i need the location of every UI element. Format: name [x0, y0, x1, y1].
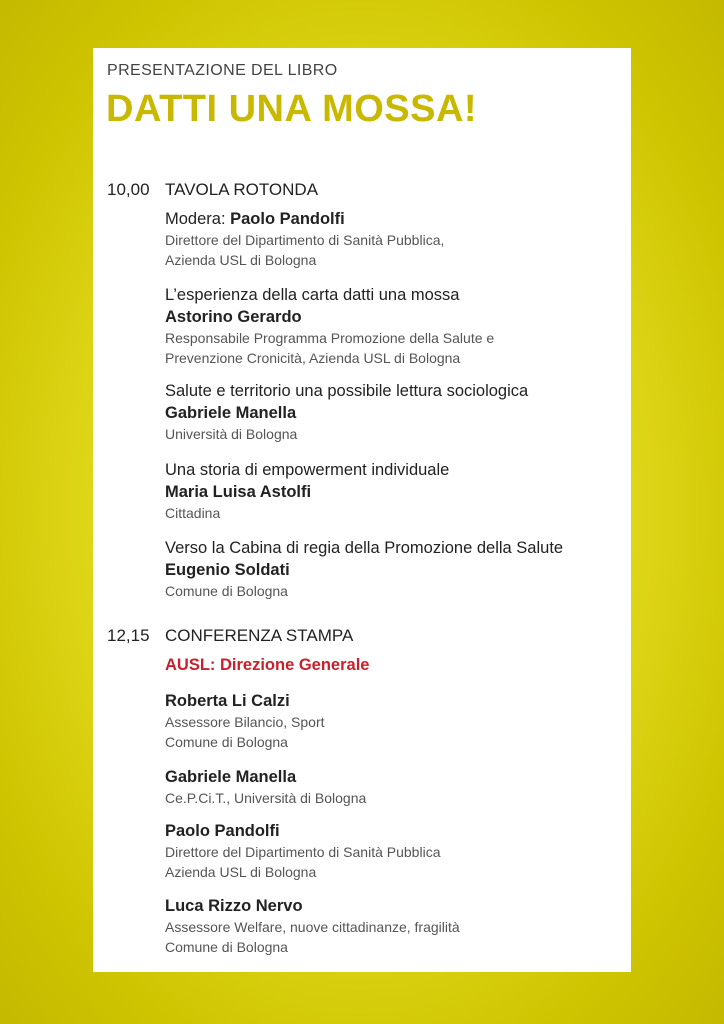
section-label: CONFERENZA STAMPA [165, 626, 354, 645]
speaker-affiliation: Ce.P.Ci.T., Università di Bologna [165, 790, 367, 806]
section-label: TAVOLA ROTONDA [165, 180, 319, 199]
moderator-name: Paolo Pandolfi [230, 210, 345, 228]
speaker-name: Luca Rizzo Nervo [165, 897, 303, 915]
speaker-affiliation: Direttore del Dipartimento di Sanità Pubblica [165, 844, 441, 860]
talk-affiliation: Comune di Bologna [165, 583, 288, 599]
speaker-name: Roberta Li Calzi [165, 692, 290, 710]
talk-speaker: Eugenio Soldati [165, 561, 290, 579]
talk-affiliation: Responsabile Programma Promozione della Salute e [165, 330, 495, 346]
highlight-label: AUSL: Direzione Generale [165, 656, 370, 674]
talk-speaker: Gabriele Manella [165, 404, 297, 422]
moderator-affiliation: Azienda USL di Bologna [165, 252, 317, 268]
talk-topic: Una storia di empowerment individuale [165, 461, 450, 479]
talk-topic: Verso la Cabina di regia della Promozione della Salute [165, 539, 564, 557]
speaker-affiliation: Comune di Bologna [165, 939, 288, 955]
flyer-card [93, 48, 631, 972]
speaker-affiliation: Assessore Welfare, nuove cittadinanze, fragilità [165, 919, 460, 935]
talk-affiliation: Università di Bologna [165, 426, 298, 442]
talk-topic: L’esperienza della carta datti una mossa [165, 286, 460, 304]
section-time: 12,15 [107, 626, 150, 645]
speaker-item [165, 895, 635, 957]
speaker-affiliation: Azienda USL di Bologna [165, 864, 317, 880]
subtitle: PRESENTAZIONE DEL LIBRO [107, 62, 338, 79]
talk-speaker: Astorino Gerardo [165, 308, 302, 326]
speaker-name: Gabriele Manella [165, 768, 297, 786]
talk-topic: Salute e territorio una possibile lettura sociologica [165, 382, 529, 400]
speaker-name: Paolo Pandolfi [165, 822, 280, 840]
talk-item [165, 459, 635, 523]
talk-item [165, 284, 635, 368]
speaker-item [165, 690, 635, 752]
speaker-item [165, 820, 635, 882]
highlight-block [165, 654, 635, 676]
moderator-prefix: Modera: [165, 210, 231, 228]
speaker-affiliation: Comune di Bologna [165, 734, 288, 750]
talk-item [165, 380, 635, 444]
talk-affiliation: Prevenzione Cronicità, Azienda USL di Bologna [165, 350, 461, 366]
page-title: DATTI UNA MOSSA! [106, 88, 478, 130]
section-time: 10,00 [107, 180, 150, 199]
talk-item [165, 537, 635, 601]
speaker-item [165, 766, 635, 808]
moderator-line [165, 208, 635, 230]
talk-affiliation: Cittadina [165, 505, 221, 521]
moderator-block [165, 208, 635, 270]
moderator-affiliation: Direttore del Dipartimento di Sanità Pubblica, [165, 232, 445, 248]
talk-speaker: Maria Luisa Astolfi [165, 483, 312, 501]
speaker-affiliation: Assessore Bilancio, Sport [165, 714, 325, 730]
